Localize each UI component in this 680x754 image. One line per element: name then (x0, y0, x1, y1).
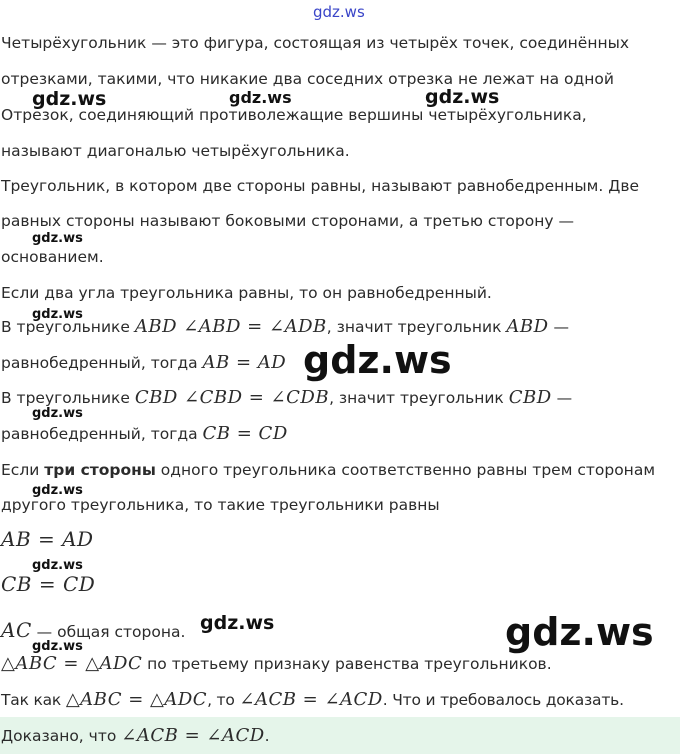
math-expression: AB = AD (202, 352, 287, 373)
text-line: другого треугольника, то такие треугольники равны (1, 496, 440, 514)
text-line: Если три стороны одного треугольника соответственно равны трем сторонам (1, 461, 656, 479)
watermark: gdz.ws (313, 3, 365, 21)
watermark: gdz.ws (32, 558, 83, 573)
math-expression: AB = AD (1, 527, 94, 551)
text-line: Четырёхугольник — это фигура, состоящая из четырёх точек, соединённых (1, 34, 630, 52)
equation-line (1, 529, 94, 551)
text-line: равных стороны называют боковыми сторонами, а третью сторону — (1, 212, 574, 230)
math-expression: ∠ACB = ∠ACD (121, 725, 265, 746)
text-line: основанием. (1, 248, 104, 266)
conclusion-line: Доказано, что ∠ACB = ∠ACD. (1, 725, 270, 746)
text-line: отрезками, такими, что никакие два соседних отрезка не лежат на одной (1, 70, 614, 88)
bold-phrase: три стороны (44, 461, 156, 479)
math-expression: △ABC = △ADC (65, 689, 208, 710)
text-line: равнобедренный, тогда AB = AD (1, 352, 287, 373)
watermark: gdz.ws (32, 483, 83, 498)
math-expression: CBD (508, 387, 552, 408)
math-expression: CB = CD (1, 572, 96, 596)
watermark: gdz.ws (32, 88, 107, 110)
math-expression: △ABC = △ADC (1, 653, 143, 674)
math-expression: ∠ACB = ∠ACD (239, 689, 383, 710)
math-expression: CB = CD (202, 423, 288, 444)
text-line: Отрезок, соединяющий противолежащие вершины четырёхугольника, (1, 106, 587, 124)
text-line: Так как △ABC = △ADC, то ∠ACB = ∠ACD. Что и требовалось доказать. (1, 689, 624, 710)
math-expression: ABD (506, 316, 549, 337)
text-line: В треугольнике CBD ∠CBD = ∠CDB, значит треугольник CBD — (1, 387, 573, 408)
text-line: AC — общая сторона. (1, 618, 186, 642)
watermark: gdz.ws (505, 610, 654, 654)
text-line: △ABC = △ADC по третьему признаку равенства треугольников. (1, 653, 552, 674)
watermark: gdz.ws (32, 639, 83, 654)
watermark: gdz.ws (229, 88, 292, 107)
watermark: gdz.ws (425, 86, 500, 108)
watermark: gdz.ws (32, 231, 83, 246)
text-line: называют диагональю четырёхугольника. (1, 142, 350, 160)
watermark: gdz.ws (32, 406, 83, 421)
text-line: Треугольник, в котором две стороны равны, называют равнобедренным. Две (1, 177, 639, 195)
watermark: gdz.ws (200, 612, 275, 634)
math-expression: ABD ∠ABD = ∠ADB (134, 316, 327, 337)
watermark: gdz.ws (303, 338, 452, 382)
equation-line (1, 574, 95, 596)
text-line: В треугольнике ABD ∠ABD = ∠ADB, значит треугольник ABD — (1, 316, 570, 337)
text-line: равнобедренный, тогда CB = CD (1, 423, 288, 444)
watermark: gdz.ws (32, 307, 83, 322)
text-line: Если два угла треугольника равны, то он равнобедренный. (1, 284, 492, 302)
math-expression: CBD ∠CBD = ∠CDB (134, 387, 330, 408)
math-expression: AC (1, 618, 32, 642)
